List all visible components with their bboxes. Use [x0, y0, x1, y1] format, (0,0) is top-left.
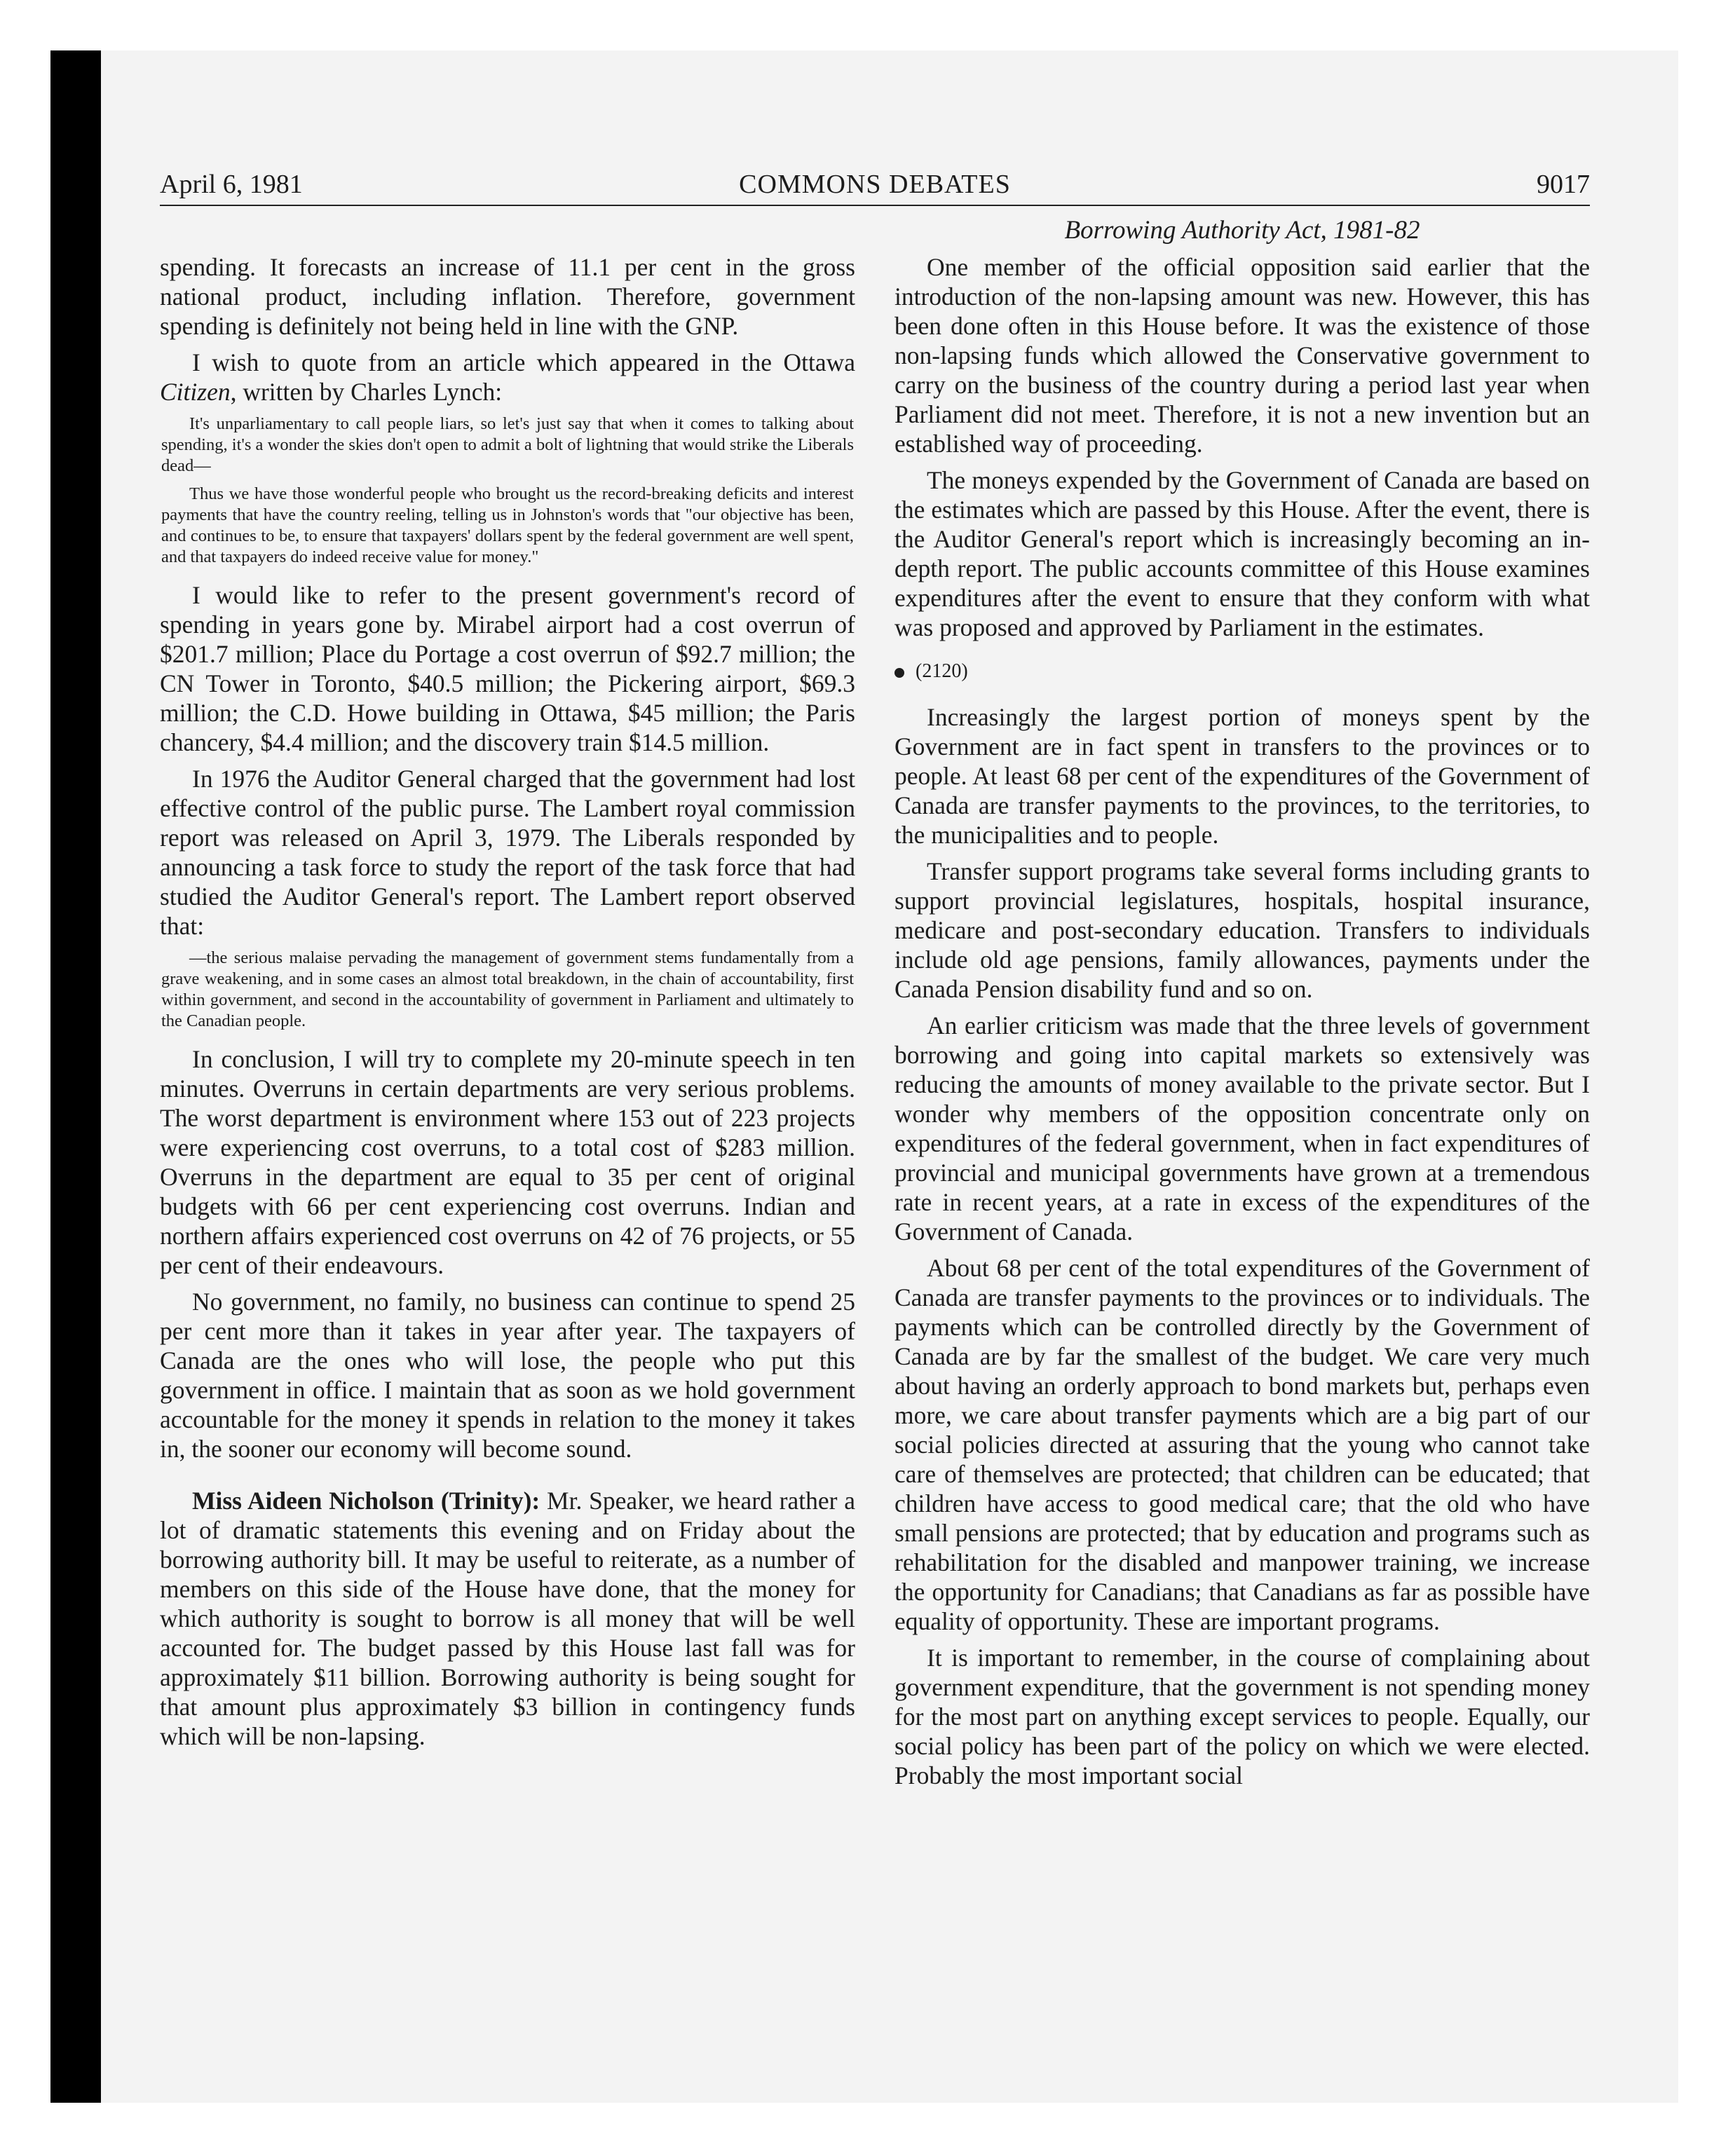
- speech-paragraph: Miss Aideen Nicholson (Trinity): Mr. Speaker, we heard rather a lot of dramatic statements this evening and on Friday about the borrowing authority bill. It may be useful to reiterate, as a number of members on this side of the House have done, that the money for which authority is sought to borrow is all money that will be well accounted for. The budget passed by this House last fall was for approximately $11 billion. Borrowing authority is being sought for that amount plus approximately $3 billion in contingency funds which will be non-lapsing.: [160, 1487, 855, 1750]
- paragraph: Increasingly the largest portion of moneys spent by the Government are in fact spent in transfers to the provinces or to people. At least 68 per cent of the expenditures of the Government of Canada are transfer payments to the provinces, to the territories, to the municipalities and to people.: [894, 703, 1590, 849]
- page-header: [160, 167, 1590, 202]
- bullet-icon: [894, 668, 904, 678]
- section-title: Borrowing Authority Act, 1981-82: [1064, 216, 1420, 245]
- paragraph: spending. It forecasts an increase of 11.1 per cent in the gross national product, including inflation. Therefore, government spending is definitely not being held in line with the GNP.: [160, 253, 855, 340]
- paragraph: About 68 per cent of the total expenditures of the Government of Canada are transfer payments to the provinces or to individuals. The payments which can be controlled directly by the Government of Canada are by far the smallest of the budget. We care very much about having an orderly approach to bond markets but, perhaps even more, we care about transfer payments which are a big part of our social policies directed at assuring that the young who cannot take care of themselves are protected; that children can be educated; that children have access to good medical care; that the old who have small pensions are protected; that by education and programs such as rehabilitation for the disabled and manpower training, we increase the opportunity for Canadians; that Canadians as far as possible have equality of opportunity. These are important programs.: [894, 1254, 1590, 1635]
- paragraph: I would like to refer to the present government's record of spending in years gone by. Mirabel airport had a cost overrun of $201.7 million; Place du Portage a cost overrun of $92.7 million; the CN Tower in Toronto, $40.5 million; the Pickering airport, $69.3 million; the C.D. Howe building in Ottawa, $45 million; the Paris chancery, $4.4 million; and the discovery train $14.5 million.: [160, 581, 855, 756]
- paragraph: In 1976 the Auditor General charged that the government had lost effective control of the public purse. The Lambert royal commission report was released on April 3, 1979. The Liberals responded by announcing a task force to study the report of the task force that had studied the Auditor General's report. The Lambert report observed that:: [160, 765, 855, 940]
- block-quote: Thus we have those wonderful people who brought us the record-breaking deficits and interest payments that have the country reeling, telling us in Johnston's words that "our objective has been, and continues to be, to ensure that taxpayers' dollars spent by the federal government are well spent, and that taxpayers do indeed receive value for money.": [161, 484, 854, 566]
- scan-edge-bar: [50, 50, 101, 2103]
- header-date: April 6, 1981: [160, 170, 303, 199]
- paragraph: I wish to quote from an article which appeared in the Ottawa Citizen, written by Charles Lynch:: [160, 348, 855, 406]
- paragraph: One member of the official opposition said earlier that the introduction of the non-lapsing amount was new. However, this has been done often in this House before. It was the existence of those non-lapsing funds which allowed the Conservative government to carry on the business of the country during a period last year when Parliament did not meet. Therefore, it is not a new invention but an established way of proceeding.: [894, 253, 1590, 458]
- paragraph: In conclusion, I will try to complete my 20-minute speech in ten minutes. Overruns in certain departments are very serious problems. The worst department is environment where 153 out of 223 projects were experiencing cost overruns, to a total cost of $283 million. Overruns in the department are equal to 35 per cent of original budgets with 66 per cent experiencing cost overruns. Indian and northern affairs experienced cost overruns on 42 of 76 projects, or 55 per cent of their endeavours.: [160, 1045, 855, 1279]
- header-rule: [160, 205, 1590, 206]
- paragraph: Transfer support programs take several forms including grants to support provincial legislatures, hospitals, hospital insurance, medicare and post-secondary education. Transfers to individuals include old age pensions, family allowances, payments under the Canada Pension disability fund and so on.: [894, 857, 1590, 1003]
- paragraph: An earlier criticism was made that the three levels of government borrowing and going into capital markets so extensively was reducing the amounts of money available to the private sector. But I wonder why members of the opposition concentrate only on expenditures of the federal government, when in fact expenditures of provincial and municipal governments have grown at a tremendous rate in recent years, at a rate in excess of the expenditures of the Government of Canada.: [894, 1011, 1590, 1246]
- left-column: [160, 252, 855, 1751]
- newspaper-name: Citizen: [160, 378, 231, 406]
- block-quote: It's unparliamentary to call people liars, so let's just say that when it comes to talking about spending, it's a wonder the skies don't open to admit a bolt of lightning that would strike the Liberals dead—: [161, 414, 854, 475]
- speaker-name: Miss Aideen Nicholson (Trinity):: [192, 1487, 540, 1515]
- paragraph: The moneys expended by the Government of Canada are based on the estimates which are passed by this House. After the event, there is the Auditor General's report which is increasingly becoming an in-depth report. The public accounts committee of this House examines expenditures after the event to ensure that they conform with what was proposed and approved by Parliament in the estimates.: [894, 466, 1590, 641]
- paragraph: It is important to remember, in the course of complaining about government expenditure, that the government is not spending money for the most part on anything except services to people. Equally, our social policy has been part of the policy on which we were elected. Probably the most important social: [894, 1644, 1590, 1789]
- page-number: 9017: [1537, 170, 1590, 199]
- publication-title: COMMONS DEBATES: [739, 170, 1011, 199]
- block-quote: —the serious malaise pervading the management of government stems fundamentally from a grave weakening, and in some cases an almost total breakdown, in the chain of accountability, first within government, and second in the accountability of government in Parliament and ultimately to the Canadian people.: [161, 948, 854, 1030]
- time-marker: (2120): [894, 657, 1590, 685]
- paragraph: No government, no family, no business can continue to spend 25 per cent more than it takes in year after year. The taxpayers of Canada are the ones who will lose, the people who put this government in office. I maintain that as soon as we hold government accountable for the money it spends in relation to the money it takes in, the sooner our economy will become sound.: [160, 1288, 855, 1463]
- right-column: [894, 252, 1590, 1790]
